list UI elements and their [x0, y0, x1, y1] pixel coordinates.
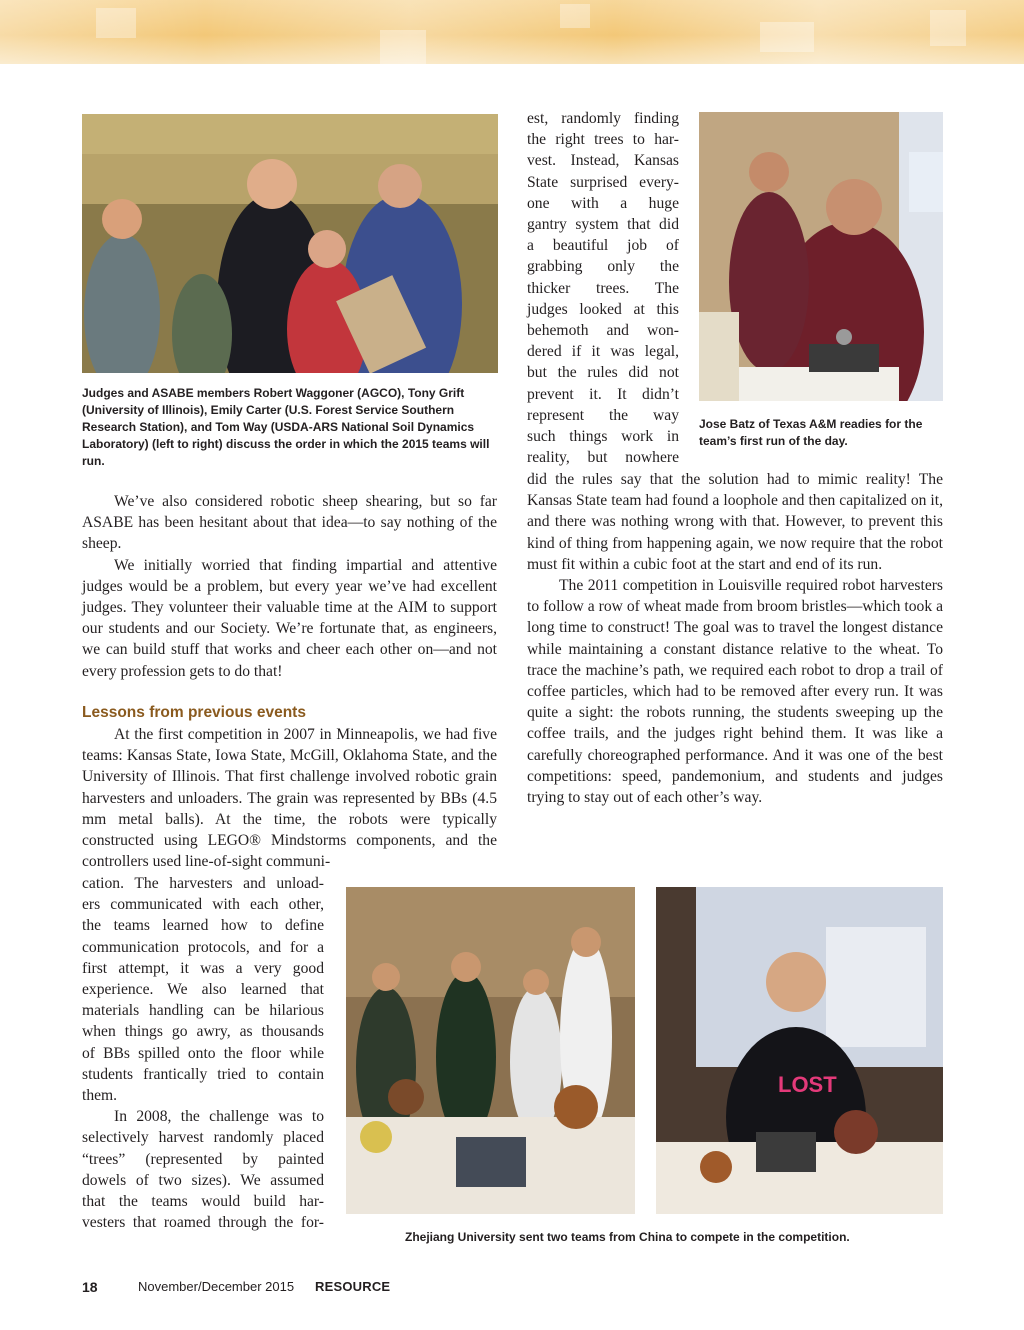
text-line: of BBs spilled onto the floor while: [82, 1044, 324, 1062]
text-line: grabbing only the: [527, 258, 679, 276]
right-column-narrow-text: [527, 108, 679, 468]
text-line: a beautiful job of: [527, 237, 679, 255]
page-number: 18: [82, 1279, 98, 1295]
text-line: State surprised every-: [527, 173, 679, 191]
issue-date: November/December 2015: [138, 1279, 295, 1294]
judges-caption: Judges and ASABE members Robert Waggoner (AGCO), Tony Grift (University of Illinois), Emily Carter (U.S. Forest Service Southern Research Station), and Tom Way (USDA-ARS National Soil Dynamics Laboratory) (left to right) discuss the order in which the 2015 teams will run.: [82, 386, 490, 468]
text-line: experience. We also learned that: [82, 981, 324, 999]
text-line: when things go awry, as thousands: [82, 1023, 324, 1041]
text-line: est, randomly finding: [527, 110, 679, 127]
text-line: the teams learned how to define: [82, 917, 324, 935]
zhejiang-caption: Zhejiang University sent two teams from China to compete in the competition.: [405, 1230, 850, 1244]
text-line: judges looked at this: [527, 300, 679, 318]
zhejiang-student-photo: [656, 887, 943, 1214]
paragraph: The 2011 competition in Louisville required robot harvesters to follow a row of wheat made from broom bristles—which took a long time to construct! The goal was to travel the longest distance while maintaining a constant distance relative to the wheat. To trace the machine’s path, we required each robot to drop a trail of coffee particles, which had to be removed after every run. It was quite a sight: the robots running, the students sweeping up the coffee trails, and the judges right behind them. It was like a carefully choreographed performance. And it was one of the best competitions: speed, pandemonium, and students and judges trying to stay out of each other’s way.: [527, 577, 943, 807]
text-line: “trees” (represented by painted: [82, 1150, 324, 1168]
section-heading: Lessons from previous events: [82, 704, 306, 721]
page-footer: [82, 1279, 391, 1295]
text-line: dered if it was legal,: [527, 343, 679, 361]
text-line: materials handling can be hilarious: [82, 1002, 324, 1020]
texas-am-photo: [699, 112, 943, 401]
text-line: selectively harvest randomly placed: [82, 1129, 324, 1147]
text-line: first attempt, it was a very good: [82, 959, 324, 977]
paragraph: did the rules say that the solution had to mimic reality! The Kansas State team had found a loophole and then capitalized on it, and there was nothing wrong with that. However, to prevent this kind of thing from happening again, we now require that the robot must fit within a cubic foot at the start and end of its run.: [527, 471, 943, 573]
paragraph: We’ve also considered robotic sheep shearing, but so far ASABE has been hesitant about that idea—to say nothing of the sheep.: [82, 493, 497, 553]
text-line: the right trees to har-: [527, 131, 679, 149]
left-column-narrow-text: [82, 873, 324, 1233]
text-line: but the rules did not: [527, 364, 679, 382]
text-line: cation. The harvesters and unload-: [82, 875, 324, 892]
text-line: communication protocols, and for a: [82, 938, 324, 956]
texas-am-caption: Jose Batz of Texas A&M readies for the team’s first run of the day.: [699, 417, 923, 448]
left-column-text-2: [82, 724, 497, 872]
text-line: ers communicated with each other,: [82, 896, 324, 914]
paragraph: At the first competition in 2007 in Minneapolis, we had five teams: Kansas State, Iowa State, McGill, Oklahoma State, and the University of Illinois. That first challenge involved robotic grain harvesters and unloaders. The grain was represented by BBs (4.5 mm metal balls). At the time, the robots were typically constructed using LEGO® Mindstorms components, and the controllers used line-of-sight communi-: [82, 726, 497, 871]
text-line: vest. Instead, Kansas: [527, 152, 679, 170]
text-line: students frantically tried to contain: [82, 1065, 324, 1083]
zhejiang-team-photo: [346, 887, 635, 1214]
text-line: gantry system that did: [527, 216, 679, 234]
text-line: reality, but nowhere: [527, 449, 679, 467]
text-line: In 2008, the challenge was to: [114, 1108, 324, 1126]
text-line: them.: [82, 1087, 118, 1105]
text-line: thicker trees. The: [527, 279, 679, 297]
text-line: behemoth and won-: [527, 322, 679, 340]
header-banner: [0, 0, 1024, 64]
right-column-text: [527, 469, 943, 808]
text-line: one with a huge: [527, 194, 679, 212]
paragraph: We initially worried that finding impartial and attentive judges would be a problem, but every year we’ve had excellent judges. They volunteer their valuable time at the AIM to support our students and our Society. We’re fortunate that, as engineers, we can build stuff that works and cheer each other on—and not every profession gets to do that!: [82, 556, 497, 680]
left-column-text: [82, 491, 497, 682]
svg-text:LOST: LOST: [778, 1072, 837, 1097]
text-line: such things work in: [527, 428, 679, 446]
magazine-name: RESOURCE: [315, 1279, 391, 1294]
text-line: dowels of two sizes). We assumed: [82, 1171, 324, 1189]
text-line: that the teams would build har-: [82, 1193, 324, 1211]
text-line: represent the way: [527, 406, 679, 424]
text-line: prevent it. It didn’t: [527, 385, 679, 403]
text-line: vesters that roamed through the for-: [82, 1214, 324, 1232]
judges-photo: [82, 114, 498, 373]
